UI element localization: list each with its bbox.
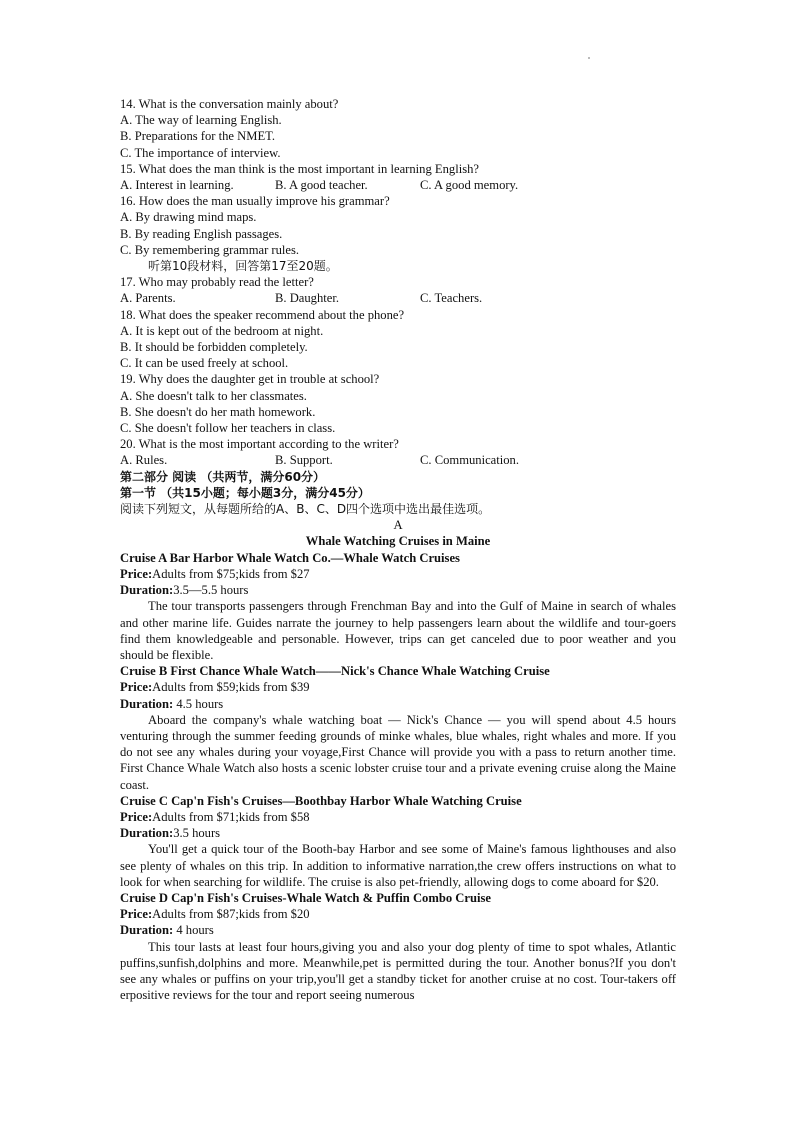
part2-heading: 第二部分 阅读 （共两节，满分60分） [120, 469, 326, 484]
cruise-price [120, 679, 676, 695]
option-line: B. Preparations for the NMET. [120, 129, 276, 144]
cruise-duration [120, 825, 676, 841]
exam-page [120, 96, 676, 1003]
question-line: 15. What does the man think is the most important in learning English? [120, 161, 479, 176]
option-line: A. She doesn't talk to her classmates. [120, 388, 307, 403]
option-line: A. By drawing mind maps. [120, 210, 257, 225]
cruise-description: The tour transports passengers through Frenchman Bay and into the Gulf of Maine in search of whales and other marine life. Guides narrate the journey to help passengers learn about the wildlife and tour-goers find them knowledgeable and personable. However, trips can get canceled due to poor weather and you should be flexible. [120, 599, 676, 662]
cruise-name: Cruise B First Chance Whale Watch——Nick's Chance Whale Watching Cruise [120, 664, 550, 679]
listening-instruction: 听第10段材料，回答第17至20题。 [148, 259, 338, 274]
cruise-price-label: Price: [120, 907, 153, 922]
cruise-entry [120, 550, 676, 663]
cruise-duration-value: 4 hours [173, 923, 214, 938]
option-text: C. Communication. [420, 453, 519, 468]
option-row [120, 290, 676, 306]
cruise-price-label: Price: [120, 809, 153, 824]
option-text: B. Support. [275, 453, 333, 468]
cruise-duration-label: Duration: [120, 923, 174, 938]
cruise-duration-value: 3.5 hours [173, 826, 221, 841]
scan-dot [588, 57, 590, 59]
question-line: 20. What is the most important according to the writer? [120, 437, 399, 452]
cruise-name: Cruise C Cap'n Fish's Cruises—Boothbay Harbor Whale Watching Cruise [120, 793, 522, 808]
cruise-price-value: Adults from $75;kids from $27 [152, 566, 310, 581]
cruise-price-label: Price: [120, 566, 153, 581]
option-text: A. Parents. [120, 291, 176, 306]
section1-heading: 第一节 （共15小题；每小题3分，满分45分） [120, 485, 370, 500]
passage-title: Whale Watching Cruises in Maine [305, 534, 491, 549]
cruise-price-label: Price: [120, 680, 153, 695]
option-line: A. The way of learning English. [120, 113, 282, 128]
option-line: B. She doesn't do her math homework. [120, 404, 316, 419]
reading-instruction: 阅读下列短文，从每题所给的A、B、C、D四个选项中选出最佳选项。 [120, 502, 491, 517]
option-line: A. It is kept out of the bedroom at night. [120, 323, 324, 338]
cruise-list [120, 550, 676, 1004]
cruise-duration-value: 4.5 hours [173, 696, 224, 711]
cruise-price [120, 809, 676, 825]
option-line: B. It should be forbidden completely. [120, 340, 308, 355]
cruise-duration [120, 696, 676, 712]
cruise-entry [120, 793, 676, 890]
option-line: C. She doesn't follow her teachers in class. [120, 421, 336, 436]
option-row [120, 177, 676, 193]
cruise-price-value: Adults from $59;kids from $39 [152, 680, 310, 695]
option-text: B. Daughter. [275, 291, 340, 306]
cruise-price-value: Adults from $71;kids from $58 [152, 809, 310, 824]
option-text: A. Rules. [120, 453, 168, 468]
option-text: C. A good memory. [420, 178, 519, 193]
option-line: C. By remembering grammar rules. [120, 242, 300, 257]
option-text: A. Interest in learning. [120, 178, 234, 193]
cruise-duration-value: 3.5—5.5 hours [173, 583, 249, 598]
question-line: 17. Who may probably read the letter? [120, 275, 314, 290]
listening-questions [120, 96, 676, 469]
cruise-price-value: Adults from $87;kids from $20 [152, 907, 310, 922]
option-text: B. A good teacher. [275, 178, 368, 193]
cruise-name: Cruise D Cap'n Fish's Cruises-Whale Watch & Puffin Combo Cruise [120, 890, 491, 905]
cruise-price [120, 566, 676, 582]
cruise-duration-label: Duration: [120, 696, 174, 711]
option-line: B. By reading English passages. [120, 226, 283, 241]
cruise-price [120, 906, 676, 922]
option-line: C. It can be used freely at school. [120, 356, 289, 371]
cruise-entry [120, 663, 676, 793]
cruise-description: Aboard the company's whale watching boat — Nick's Chance — you will spend about 4.5 hours venturing through the summer feeding grounds of minke whales, blue whales, right whales and more. If you do not see any whales during your voyage,First Chance will provide you with a pass to return another time. First Chance Whale Watch also hosts a scenic lobster cruise tour and a private evening cruise along the Maine coast. [120, 712, 676, 792]
cruise-entry [120, 890, 676, 1003]
option-text: C. Teachers. [420, 291, 483, 306]
cruise-description: This tour lasts at least four hours,giving you and also your dog plenty of time to spot whales, Atlantic puffins,sunfish,dolphins and more. Meanwhile,pet is permitted during the tour. Another bonus?If you don't see any whales or puffins on your trip,you'll get a standby ticket for another cruise at no cost. Tour-takers off erpositive reviews for the tour and report seeing numerous [120, 939, 676, 1003]
cruise-description: You'll get a quick tour of the Booth-bay Harbor and see some of Maine's famous lighthouses and also see plenty of whales on this trip. In addition to informative narration,the crew offers instructions on what to look for when searching for wildlife. The cruise is also pet-friendly, allowing dogs to come aboard for $20. [120, 842, 676, 889]
cruise-duration-label: Duration: [120, 826, 174, 841]
cruise-duration [120, 922, 676, 938]
question-line: 16. How does the man usually improve his grammar? [120, 194, 390, 209]
question-line: 19. Why does the daughter get in trouble at school? [120, 372, 380, 387]
question-line: 18. What does the speaker recommend about the phone? [120, 307, 405, 322]
question-line: 14. What is the conversation mainly about? [120, 97, 339, 111]
option-row [120, 452, 676, 468]
cruise-duration-label: Duration: [120, 583, 174, 598]
cruise-duration [120, 582, 676, 598]
cruise-name: Cruise A Bar Harbor Whale Watch Co.—Whale Watch Cruises [120, 550, 460, 565]
passage-letter: A [393, 518, 403, 533]
option-line: C. The importance of interview. [120, 145, 281, 160]
